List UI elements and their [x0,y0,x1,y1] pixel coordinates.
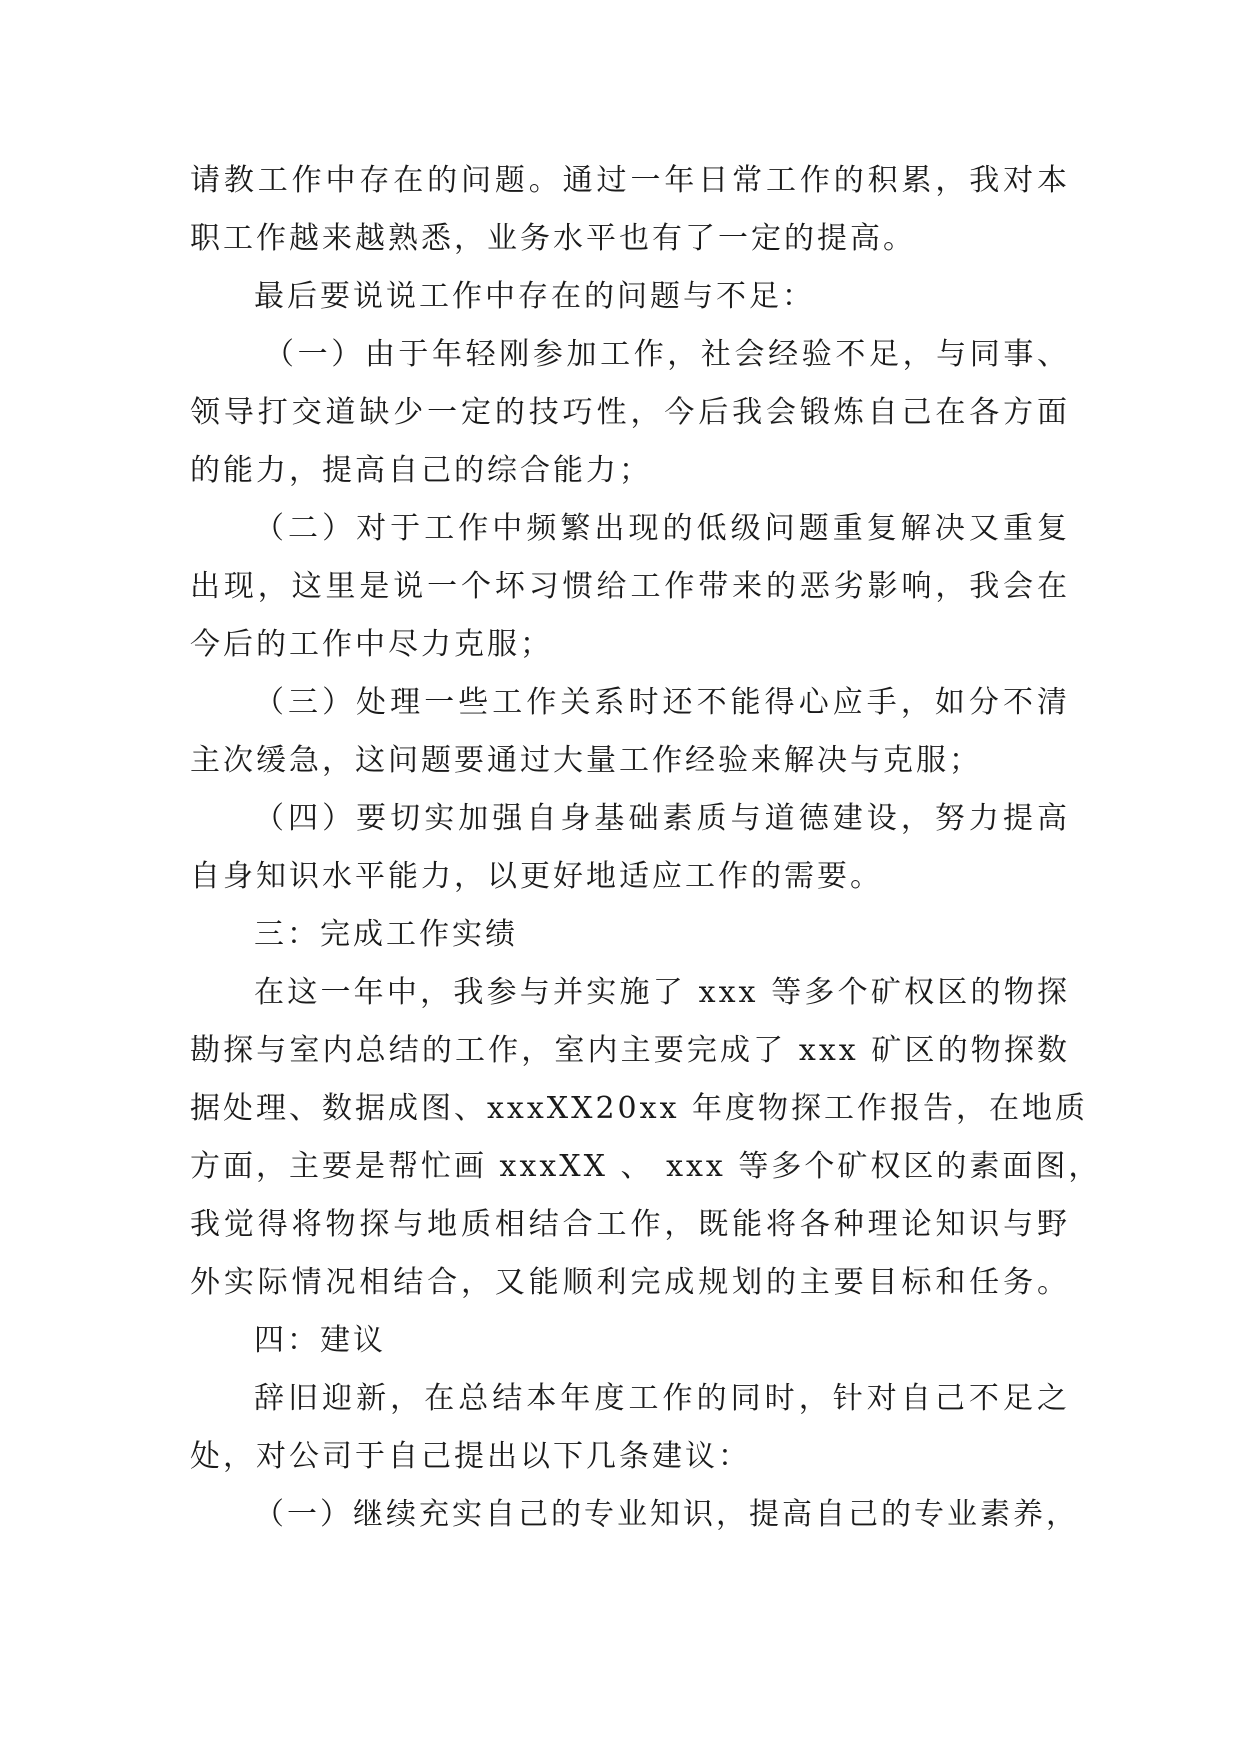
paragraph-line: 在这一年中，我参与并实施了 xxx 等多个矿权区的物探 [254,975,1070,1010]
section-heading: 四：建议 [254,1323,386,1358]
list-item-line: 的能力，提高自己的综合能力； [190,453,652,488]
section-heading: 三：完成工作实绩 [254,917,518,952]
list-item-line: 出现，这里是说一个坏习惯给工作带来的恶劣影响，我会在 [190,569,1070,604]
paragraph-line: 方面，主要是帮忙画 xxxXX 、 xxx 等多个矿权区的素面图， [190,1149,1102,1184]
list-item-line: （二）对于工作中频繁出现的低级问题重复解决又重复 [254,511,1070,546]
list-item-line: 自身知识水平能力，以更好地适应工作的需要。 [190,859,883,894]
paragraph-line: 请教工作中存在的问题。通过一年日常工作的积累，我对本 [190,163,1070,198]
list-item-line: （四）要切实加强自身基础素质与道德建设，努力提高 [254,801,1070,836]
paragraph-line: 据处理、数据成图、xxxXX20xx 年度物探工作报告，在地质 [190,1091,1089,1126]
paragraph-line: 最后要说说工作中存在的问题与不足： [254,279,815,314]
list-item-line: 今后的工作中尽力克服； [190,627,553,662]
paragraph-line: 辞旧迎新，在总结本年度工作的同时，针对自己不足之 [254,1381,1070,1416]
document-body [190,161,1102,1553]
list-item-line: （一）继续充实自己的专业知识，提高自己的专业素养， [254,1497,1079,1532]
paragraph-line: 外实际情况相结合，又能顺利完成规划的主要目标和任务。 [190,1265,1070,1300]
paragraph-line: 我觉得将物探与地质相结合工作，既能将各种理论知识与野 [190,1207,1070,1242]
list-item-line: （三）处理一些工作关系时还不能得心应手，如分不清 [254,685,1070,720]
list-item-line: 主次缓急，这问题要通过大量工作经验来解决与克服； [190,743,982,778]
list-item-line: 领导打交道缺少一定的技巧性，今后我会锻炼自己在各方面 [190,395,1070,430]
list-item-line: （一）由于年轻刚参加工作，社会经验不足，与同事、 [264,337,1070,372]
paragraph-line: 处，对公司于自己提出以下几条建议： [190,1439,751,1474]
paragraph-line: 勘探与室内总结的工作，室内主要完成了 xxx 矿区的物探数 [190,1033,1070,1068]
paragraph-line: 职工作越来越熟悉，业务水平也有了一定的提高。 [190,221,916,256]
